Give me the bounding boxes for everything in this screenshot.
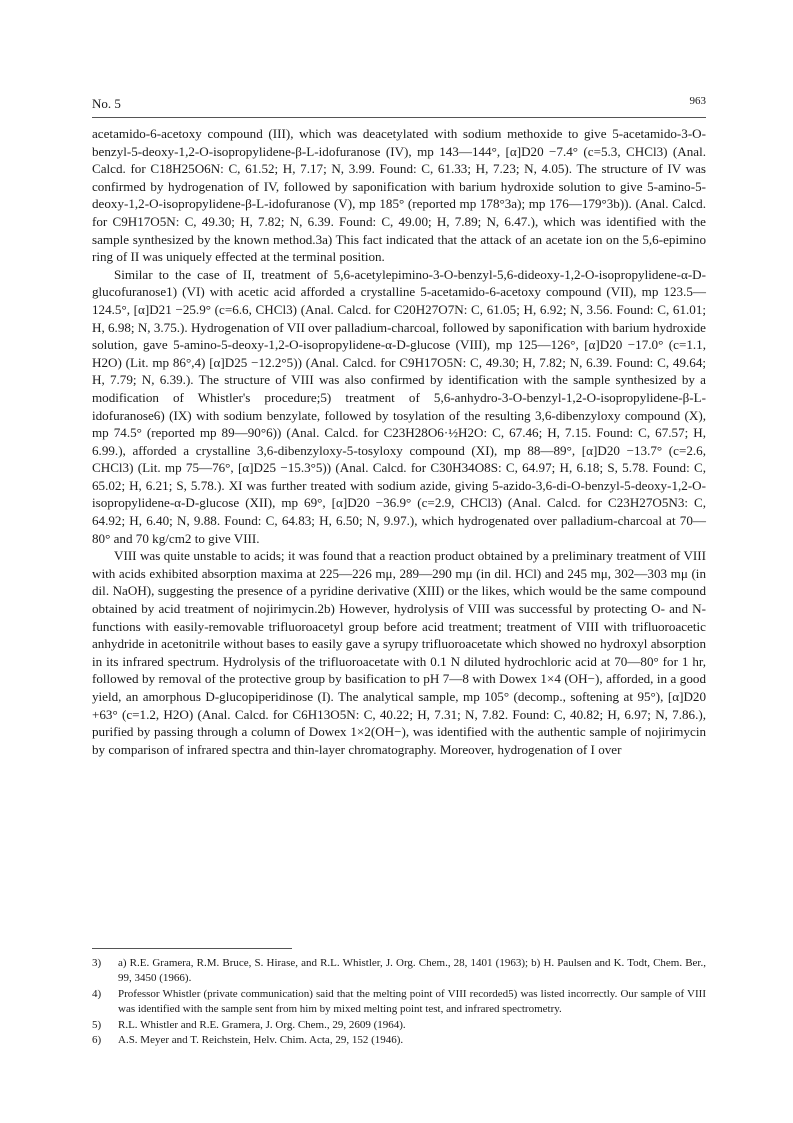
footnote-number: 5) [92, 1018, 102, 1031]
footnote [92, 956, 706, 987]
footnotes [92, 956, 706, 1048]
journal-issue: No. 5 [92, 96, 121, 111]
footnote-text: a) R.E. Gramera, R.M. Bruce, S. Hirase, and R.L. Whistler, J. Org. Chem., 28, 1401 (1963); b) H. Paulsen and K. Todt, Chem. Ber., 99, 3450 (1966). [118, 957, 706, 985]
body-text [92, 125, 706, 758]
footnote-text: Professor Whistler (private communication) said that the melting point of VIII recorded5) was listed incorrectly. Our sample of VIII was identified with the sample sent from him by mixed melting point test, and infrared spectrometry. [118, 987, 706, 1016]
footnote [92, 987, 706, 1018]
header-rule [92, 117, 706, 118]
footnote-rule [92, 948, 292, 949]
footnote-text: A.S. Meyer and T. Reichstein, Helv. Chim. Acta, 29, 152 (1946). [118, 1034, 404, 1047]
footnote-number: 3) [92, 957, 102, 969]
footnote [92, 1018, 706, 1033]
page-number: 963 [689, 95, 706, 107]
paragraph: VIII was quite unstable to acids; it was found that a reaction product obtained by a preliminary treatment of VIII with acids exhibited absorption maxima at 225—226 mμ, 289—290 mμ (in dil. HCl) and 245 mμ, 302—303 mμ (in dil. NaOH), suggesting the presence of a pyridine derivative (XIII) or the likes, which would be the same compound obtained by acid treatment of nojirimycin.2b) However, hydrolysis of VIII was successful by protecting O- and N-functions with easily-removable trifluoroacetyl group before acid treatment; treatment of VIII with trifluoroacetic anhydride in acetonitrile without bases to easily gave a syrupy trifluoroacetate which showed no hydroxyl absorption in its infrared spectrum. Hydrolysis of the trifluoroacetate with 0.1 N diluted hydrochloric acid at 70—80° for 1 hr, followed by removal of the protective group by basification to pH 7—8 with Dowex 1×4 (OH−), afforded, in a good yield, an amorphous D-glucopiperidinose (I). The analytical sample, mp 105° (decomp., softening at 95°), [α]D20 +63° (c=1.2, H2O) (Anal. Calcd. for C6H13O5N: C, 40.22; H, 7.31; N, 7.82. Found: C, 40.82; H, 6.97; N, 7.86.), purified by passing through a column of Dowex 1×2(OH−), was identified with the authentic sample of nojirimycin by comparison of infrared spectra and thin-layer chromatography. Moreover, hydrogenation of I over [92, 548, 706, 757]
footnote-number: 4) [92, 987, 102, 1000]
page-header [92, 96, 706, 114]
footnote-text: R.L. Whistler and R.E. Gramera, J. Org. Chem., 29, 2609 (1964). [118, 1018, 406, 1031]
footnote-number: 6) [92, 1034, 102, 1047]
paragraph: acetamido-6-acetoxy compound (III), which was deacetylated with sodium methoxide to give 5-acetamido-3-O-benzyl-5-deoxy-1,2-O-isopropylidene-β-L-idofuranose (IV), mp 143—144°, [α]D20 −7.4° (c=5.3, CHCl3) (Anal. Calcd. for C18H25O6N: C, 61.52; H, 7.17; N, 3.99. Found: C, 61.33; H, 7.23; N, 4.05). The structure of IV was confirmed by hydrogenation of IV, followed by saponification with barium hydroxide solution to give 5-amino-5-deoxy-1,2-O-isopropylidene-β-L-idofuranose (V), mp 185° (reported mp 178°3a); mp 176—179°3b)). (Anal. Calcd. for C9H17O5N: C, 49.30; H, 7.82; N, 6.39. Found: C, 49.00; H, 7.89; N, 6.47.), which was identified with the sample synthesized by the known method.3a) This fact indicated that the attack of an acetate ion on the 5,6-epimino ring of II was uniquely effected at the terminal position. [92, 126, 706, 265]
paragraph: Similar to the case of II, treatment of 5,6-acetylepimino-3-O-benzyl-5,6-dideoxy-1,2-O-isopropylidene-α-D-glucofuranose1) (VI) with acetic acid afforded a crystalline 5-acetamido-6-acetoxy compound (VII), mp 123.5—124.5°, [α]D21 −25.9° (c=6.6, CHCl3) (Anal. Calcd. for C20H27O7N: C, 61.05; H, 6.92; N, 3.56. Found: C, 61.01; H, 6.98; N, 3.75.). Hydrogenation of VII over palladium-charcoal, followed by saponification with barium hydroxide solution, gave 5-amino-5-deoxy-1,2-O-isopropylidene-α-D-glucose (VIII), mp 125—126°, [α]D20 −17.0° (c=1.1, H2O) (Lit. mp 86°,4) [α]D25 −12.2°5)) (Anal. Calcd. for C9H17O5N: C, 49.30; H, 7.82; N, 6.39. Found: C, 49.64; H, 7.79; N, 6.39.). The structure of VIII was also confirmed by identification with the sample synthesized by a modification of Whistler's procedure;5) treatment of 5,6-anhydro-3-O-benzyl-1,2-O-isopropylidene-β-L-idofuranose6) (IX) with sodium benzylate, followed by tosylation of the resulting 3,6-dibenzyloxy compound (X), mp 74.5° (reported mp 89—90°6)) (Anal. Calcd. for C23H28O6·½H2O: C, 67.46; H, 7.15. Found: C, 67.57; H, 6.99.), afforded a crystalline 3,6-dibenzyloxy-5-tosyloxy compound (XI), mp 88—89°, [α]D20 −13.7° (c=2.6, CHCl3) (Lit. mp 75—76°, [α]D25 −15.3°5)) (Anal. Calcd. for C30H34O8S: C, 64.97; H, 6.18; S, 5.78. Found: C, 65.02; H, 6.21; S, 5.78.). XI was further treated with sodium azide, giving 5-azido-3,6-di-O-benzyl-5-deoxy-1,2-O-isopropylidene-α-D-glucose (XII), mp 69°, [α]D20 −36.9° (c=2.9, CHCl3) (Anal. Calcd. for C23H27O5N3: C, 64.92; H, 6.40; N, 9.88. Found: C, 64.83; H, 6.50; N, 9.97.), which hydrogenated over palladium-charcoal at 70—80° and 70 kg/cm2 to give VIII. [92, 266, 706, 546]
footnote [92, 1033, 706, 1048]
